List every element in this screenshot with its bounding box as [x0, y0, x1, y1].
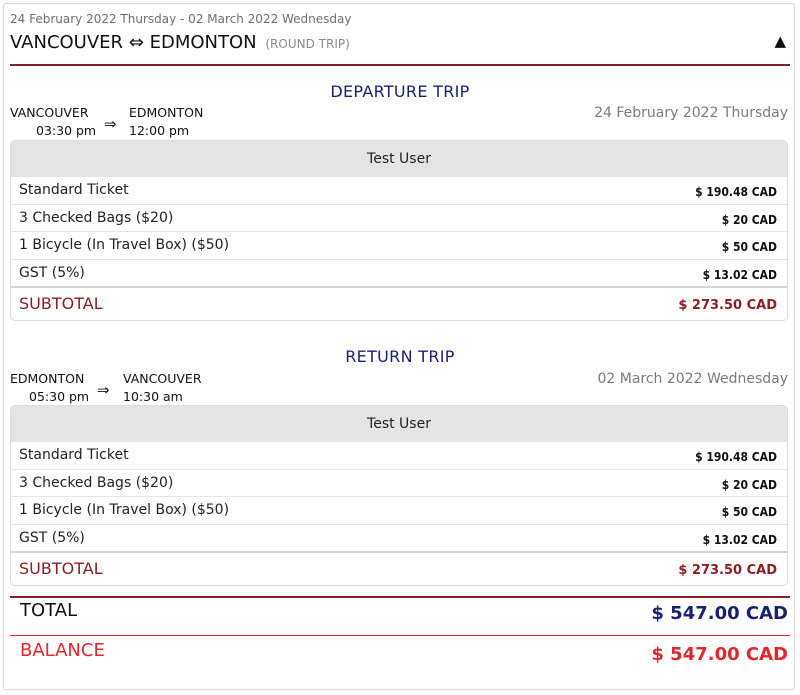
fare-row	[11, 177, 787, 205]
header-divider	[10, 64, 790, 66]
fare-amount: $ 50 CAD	[721, 505, 777, 519]
trip-type: (ROUND TRIP)	[265, 37, 350, 51]
subtotal-amount: $ 273.50 CAD	[678, 563, 777, 578]
subtotal-amount: $ 273.50 CAD	[678, 298, 777, 313]
departure-date: 24 February 2022 Thursday	[594, 105, 788, 121]
return-date: 02 March 2022 Wednesday	[597, 371, 788, 387]
return-from-time: 05:30 pm	[29, 389, 90, 404]
fare-row	[11, 205, 787, 233]
route-destination: EDMONTON	[149, 32, 257, 53]
passenger-name: Test User	[11, 141, 787, 177]
fare-amount: $ 190.48 CAD	[695, 185, 777, 199]
subtotal-row	[11, 288, 787, 320]
return-from-city: EDMONTON	[10, 371, 85, 386]
departure-to-time: 12:00 pm	[129, 123, 190, 138]
subtotal-row	[11, 553, 787, 585]
collapse-caret-icon[interactable]: ▲	[774, 32, 786, 50]
fare-row	[11, 442, 787, 470]
fare-amount: $ 13.02 CAD	[702, 267, 777, 282]
fare-row	[11, 260, 787, 289]
passenger-name: Test User	[11, 406, 787, 442]
total-amount: $ 547.00 CAD	[651, 603, 788, 624]
fare-row	[11, 525, 787, 554]
fare-amount: $ 20 CAD	[721, 477, 777, 492]
return-to-city: VANCOUVER	[123, 371, 202, 386]
fare-row	[11, 497, 787, 525]
balance-label: BALANCE	[20, 640, 105, 661]
fare-label: GST (5%)	[19, 529, 85, 546]
fare-label: 3 Checked Bags ($20)	[19, 209, 174, 226]
return-to-time: 10:30 am	[123, 389, 183, 404]
departure-from-time: 03:30 pm	[36, 123, 97, 138]
subtotal-label: SUBTOTAL	[19, 559, 103, 578]
fare-row	[11, 470, 787, 498]
fare-amount: $ 20 CAD	[721, 212, 777, 227]
departure-trip-title: DEPARTURE TRIP	[330, 82, 470, 101]
fare-amount: $ 13.02 CAD	[702, 532, 777, 547]
fare-label: 1 Bicycle (In Travel Box) ($50)	[19, 237, 230, 253]
fare-row	[11, 232, 787, 260]
departure-fare-box	[10, 140, 788, 321]
return-trip-title: RETURN TRIP	[345, 347, 455, 366]
subtotal-label: SUBTOTAL	[19, 294, 103, 313]
balance-divider	[10, 635, 790, 636]
route-title	[10, 32, 350, 53]
fare-label: Standard Ticket	[19, 182, 129, 198]
trip-date-range: 24 February 2022 Thursday - 02 March 2022 Wednesday	[10, 12, 352, 26]
fare-amount: $ 50 CAD	[721, 240, 777, 254]
fare-label: GST (5%)	[19, 264, 85, 281]
departure-from-city: VANCOUVER	[10, 105, 89, 120]
total-label: TOTAL	[20, 600, 78, 621]
balance-amount: $ 547.00 CAD	[651, 644, 788, 665]
fare-amount: $ 190.48 CAD	[695, 450, 777, 464]
departure-to-city: EDMONTON	[129, 105, 204, 120]
swap-icon: ⇔	[128, 32, 144, 53]
fare-label: 1 Bicycle (In Travel Box) ($50)	[19, 502, 230, 518]
fare-label: Standard Ticket	[19, 447, 129, 463]
route-origin: VANCOUVER	[10, 32, 124, 53]
return-fare-box	[10, 405, 788, 586]
arrow-right-icon: ⇒	[104, 115, 117, 133]
fare-label: 3 Checked Bags ($20)	[19, 474, 174, 491]
totals-divider	[10, 596, 790, 598]
arrow-right-icon: ⇒	[97, 381, 110, 399]
